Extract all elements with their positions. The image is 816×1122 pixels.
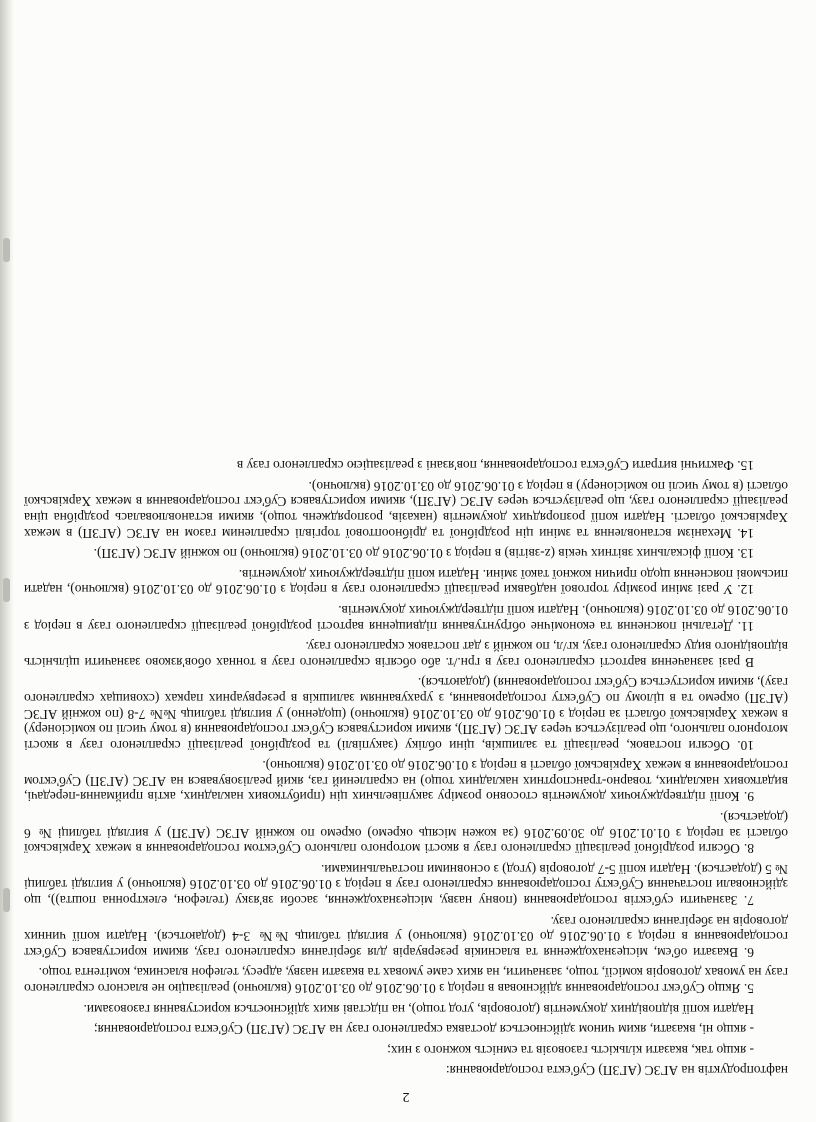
paragraph-item-15: 15. Фактичні витрати Суб'єкта господарювання, пов'язані з реалізацією скрапленого газу в xyxy=(236,458,754,474)
paragraph-option-yes: - якщо так, вказати кількість газовозів та ємність кожного з них; xyxy=(387,1042,754,1058)
paragraph-item-10: 10. Обсяги поставок, реалізації та залишків, ціни обліку (закупівлі) та роздрібної реалізації скрапленого газу в якості моторного пального, що реалізується через АГЗС (АГЗП), якими користувався Суб'єкт господарювання (в тому числі по комісіонеру) в межах Харківської області за період з 01.06.2016 до 03.10.2016 (включно) (щоденно) у вигляді таблиць №№ 7-8 (по кожній АГЗС (АГЗП) окремо та в цілому по Суб'єкту господарювання, з урахуванням залишків в резервуарних парках (сховищах скрапленого газу), якими користується Суб'єкт господарювання) (додаються). xyxy=(24,675,788,753)
paragraph-item-13: 13. Копії фіскальних звітних чеків (z-звітів) в період з 01.06.2016 до 03.10.2016 (включно) по кожній АГЗС (АГЗП). xyxy=(93,546,754,562)
paragraph-item-14: 14. Механізм встановлення та зміни цін роздрібної та дрібнооптової торгівлі скрапленим газом на АГЗС (АГЗП) в межах Харківської області. Надати копії розпорядчих документів (наказів, розпоряджень тощо), якими встановлювалась роздрібна ціна реалізації скрапленого газу, що реалізується через АГЗС (АГЗП), якими користувався Суб'єкт господарювання в межах Харківської області (в тому числі по комісіонеру) в період з 01.06.2016 до 03.10.2016 (включно). xyxy=(24,478,788,541)
paragraph-option-no: - якщо ні, вказати, яким чином здійснюється доставка скрапленого газу на АГЗС (АГЗП) Суб'єкта господарювання; xyxy=(93,1022,754,1038)
paragraph-item-6: 6. Вказати об'єм, місцезнаходження та власників резервуарів для зберігання скрапленого газу, якими користувався Суб'єкт господарювання в період з 01.06.2016 до 03.10.2016 (включно) у вигляді таблиць №№ 3-4 (додаються). Надати копії чинних договорів на зберігання скрапленого газу. xyxy=(24,913,788,960)
paragraph-density-note: В разі зазначення вартості скрапленого газу в грн./т. або обсягів скрапленого газу в тоннах обов'язково зазначити щільність відповідного виду скрапленого газу, кг/л, по кожній з дат поставок скрапленого газу. xyxy=(24,639,788,670)
punch-hole xyxy=(3,578,10,602)
punch-hole xyxy=(3,888,10,912)
paragraph-copies-note: Надати копії відповідних документів (договорів, угод тощо), на підставі яких здійснюється користування газовозами. xyxy=(83,1001,754,1017)
paragraph-item-5: 5. Якщо Суб'єкт господарювання здійснював в період з 01.06.2016 до 03.10.2016 (включно) реалізацію не власного скрапленого газу на умовах договорів комісії, тощо, зазначити, на яких саме умовах та вказати назву, адресу, телефон власника, комітента тощо. xyxy=(24,965,788,997)
paragraph-item-11: 11. Детальні пояснення та економічне обґрунтування підвищення вартості роздрібної реалізації скрапленого газу в період з 01.06.2016 до 03.10.2016 (включно). Надати копії підтверджуючих документів. xyxy=(24,602,788,634)
page-number: 2 xyxy=(402,1089,410,1104)
punch-hole xyxy=(3,238,10,262)
paragraph-item-7: 7. Зазначити суб'єктів господарювання (повну назву, місцезнаходження, засоби зв'язку (телефон, електронна пошта)), що здійснювали постачання Суб'єкту господарювання скрапленого газу в період з 01.06.2016 до 03.10.2016 (включно) у вигляді таблиці № 5 (додається). Надати копії 5-7 договорів (угод) з основними постачальниками. xyxy=(24,861,788,909)
binding-edge xyxy=(0,0,14,1122)
document-body xyxy=(24,453,788,1104)
paragraph-item-8: 8. Обсяги роздрібної реалізації скрапленого газу в якості моторного пального Суб'єктом господарювання в межах Харківської області за період з 01.01.2016 до 30.09.2016 (за кожен місяць окремо) окремо по кожній АГЗС (АГЗП) у вигляді таблиці № 6 (додається). xyxy=(24,810,788,857)
paragraph-item-9: 9. Копії підтверджуючих документів стосовно розміру закупівельних цін (прибуткових накладних, актів приймання-передачі, видаткових накладних, товарно-транспортних накладних тощо) на скраплений газ, який реалізовувався на АГЗС (АГЗП) Суб'єктом господарювання в межах Харківської області в період з 01.06.2016 до 03.10.2016 (включно). xyxy=(24,758,788,805)
paragraph-item-12: 12. У разі зміни розміру торгової надбавки реалізації скрапленого газу в період з 01.06.2016 до 03.10.2016 (включно), надати письмові пояснення щодо причин кожної такої зміни. Надати копії підтверджуючих документів. xyxy=(24,566,788,598)
paragraph-intro: нафтопродуктів на АГЗС (АГЗП) Суб'єкта господарювання: xyxy=(445,1063,788,1079)
